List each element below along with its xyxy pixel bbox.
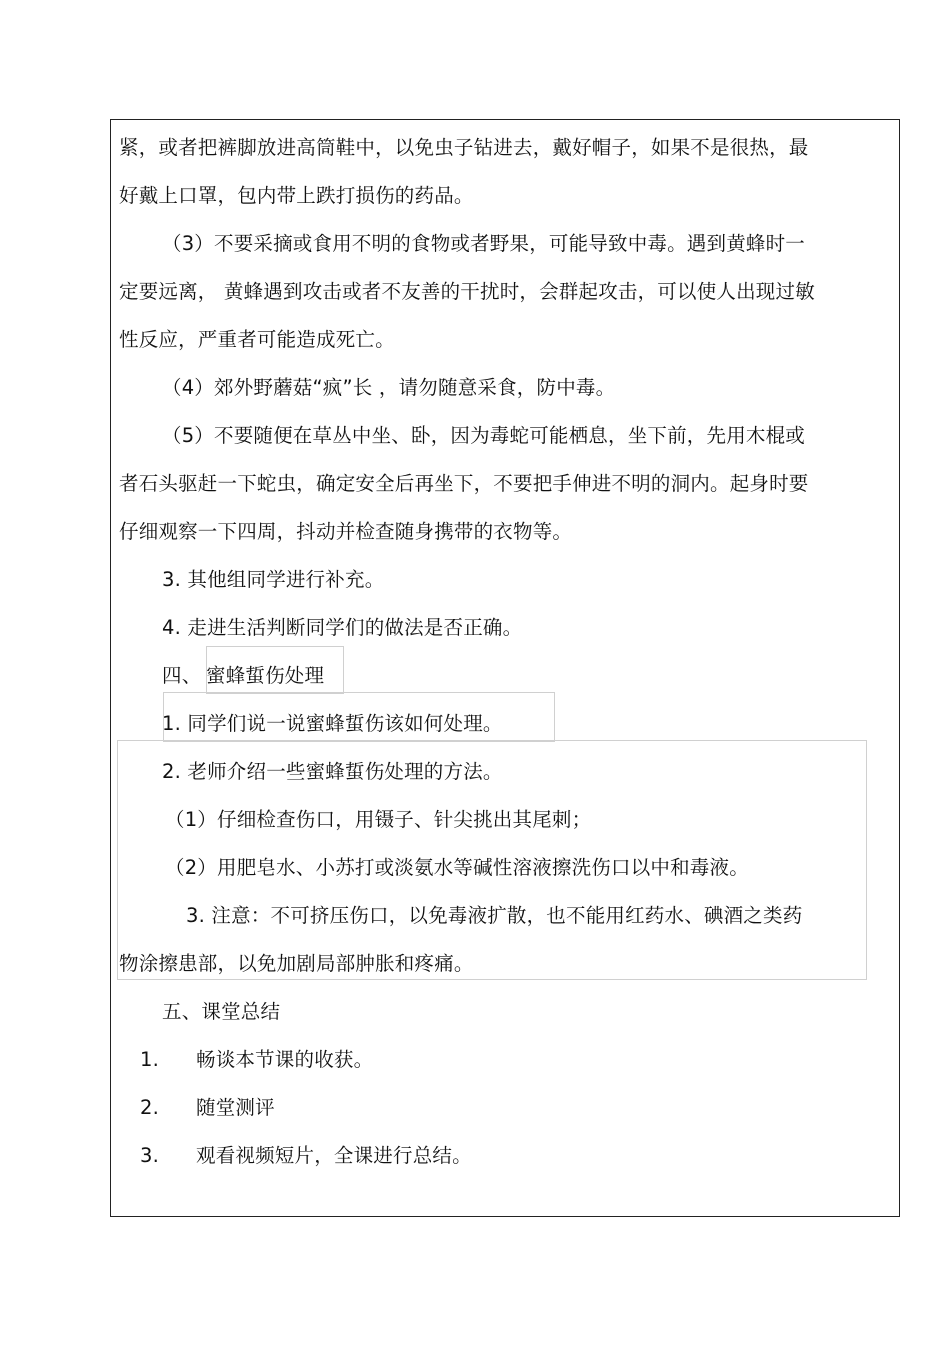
paragraph-line: 者石头驱赶一下蛇虫，确定安全后再坐下，不要把手伸进不明的洞内。起身时要 [119,472,809,495]
list-item: （2）用肥皂水、小苏打或淡氨水等碱性溶液擦洗伤口以中和毒液。 [165,856,749,879]
section-heading: 五、课堂总结 [162,1000,281,1023]
paragraph-line: （4）郊外野蘑菇“疯”长 ，请勿随意采食，防中毒。 [162,376,616,399]
paragraph-line: 仔细观察一下四周，抖动并检查随身携带的衣物等。 [119,520,573,543]
paragraph-line: 紧，或者把裤脚放进高筒鞋中，以免虫子钻进去，戴好帽子，如果不是很热，最 [119,136,809,159]
summary-text: 观看视频短片，全课进行总结。 [196,1144,472,1167]
paragraph-line: （3）不要采摘或食用不明的食物或者野果，可能导致中毒。遇到黄蜂时一 [162,232,806,255]
paragraph-line: 性反应，严重者可能造成死亡。 [119,328,395,351]
list-item: 2. 老师介绍一些蜜蜂蜇伤处理的方法。 [162,760,503,783]
list-item: 4. 走进生活判断同学们的做法是否正确。 [162,616,523,639]
paragraph-line: 好戴上口罩，包内带上跌打损伤的药品。 [119,184,474,207]
summary-number: 3. [140,1144,160,1167]
section-heading-prefix: 四、 [162,664,202,687]
paragraph-line: 定要远离， 黄蜂遇到攻击或者不友善的干扰时，会群起攻击，可以使人出现过敏 [119,280,815,303]
list-item: 3. 注意：不可挤压伤口，以免毒液扩散，也不能用红药水、碘酒之类药 [186,904,803,927]
list-item: 1. 同学们说一说蜜蜂蜇伤该如何处理。 [162,712,503,735]
paragraph-line: 物涂擦患部，以免加剧局部肿胀和疼痛。 [119,952,474,975]
summary-text: 畅谈本节课的收获。 [196,1048,374,1071]
summary-text: 随堂测评 [196,1096,275,1119]
list-item: 3. 其他组同学进行补充。 [162,568,385,591]
summary-number: 1. [140,1048,160,1071]
paragraph-line: （5）不要随便在草丛中坐、卧，因为毒蛇可能栖息，坐下前，先用木棍或 [162,424,806,447]
summary-number: 2. [140,1096,160,1119]
list-item: （1）仔细检查伤口，用镊子、针尖挑出其尾刺； [165,808,592,831]
section-heading: 蜜蜂蜇伤处理 [206,664,325,687]
